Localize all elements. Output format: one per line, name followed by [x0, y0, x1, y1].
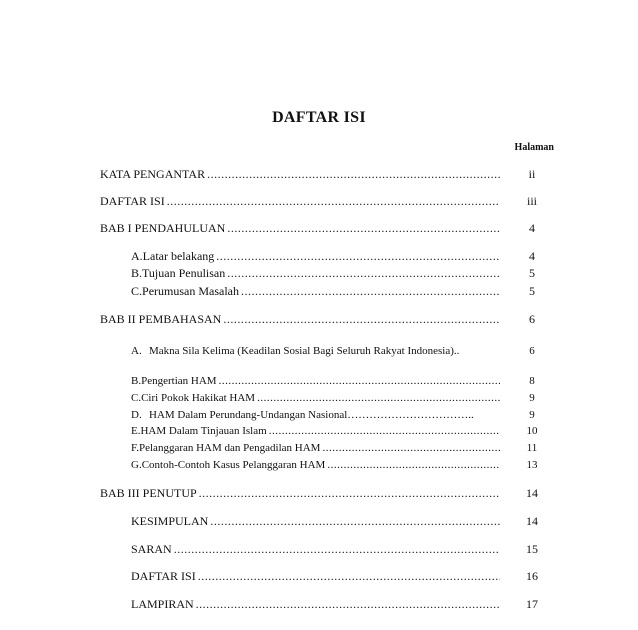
toc-entry-saran [131, 542, 562, 556]
dot-leader [241, 284, 500, 298]
toc-entry-latar-belakang [131, 249, 562, 263]
toc-entry-pengertian-ham [131, 374, 562, 388]
dot-leader [199, 486, 500, 500]
toc-entry-page-number: 6 [529, 312, 535, 326]
toc-entry-perumusan-masalah [131, 284, 562, 298]
toc-entry-label: Tujuan Penulisan [142, 266, 226, 280]
toc-entry-marker: A. [131, 249, 143, 263]
toc-entry-page-number: 4 [529, 221, 535, 235]
dot-leader [227, 221, 500, 235]
dot-leader [216, 249, 500, 263]
dot-leader [322, 441, 500, 455]
toc-entry-label: BAB I PENDAHULUAN [100, 221, 226, 235]
toc-entry-label: SARAN [131, 542, 172, 556]
toc-entry-tujuan-penulisan [131, 266, 562, 280]
toc-entry-lampiran [131, 597, 562, 611]
toc-entry-page-number: 9 [529, 392, 535, 404]
toc-entry-label: Contoh-Contoh Kasus Pelanggaran HAM [141, 459, 326, 471]
toc-entry-pelanggaran-ham [131, 441, 562, 455]
toc-entry-page-number: 15 [526, 542, 538, 556]
toc-entry-bab-3 [100, 486, 562, 500]
toc-entry-label: Latar belakang [142, 249, 215, 263]
toc-entry-marker: G. [131, 459, 142, 471]
dot-leader [327, 458, 500, 472]
toc-entry-label: HAM Dalam Perundang-Undangan Nasional…………………………….. [149, 409, 474, 421]
dot-leader [257, 391, 500, 405]
page-column-label: Halaman [514, 142, 554, 153]
toc-entry-kesimpulan [131, 514, 562, 528]
toc-entry-page-number: 9 [529, 409, 535, 421]
toc-entry-page-number: 5 [529, 284, 535, 298]
toc-entry-page-number: 5 [529, 266, 535, 280]
toc-entry-page-number: 8 [529, 375, 535, 387]
toc-entry-label: HAM Dalam Tinjauan Islam [140, 425, 267, 437]
dot-leader [269, 424, 500, 438]
dot-leader [174, 542, 500, 556]
toc-entry-marker: A. [131, 345, 142, 357]
toc-entry-daftar-isi-2 [131, 569, 562, 583]
toc-entry-page-number: 14 [526, 486, 538, 500]
dot-leader [196, 597, 500, 611]
toc-entry-label: BAB II PEMBAHASAN [100, 312, 222, 326]
toc-entry-page-number: 16 [526, 569, 538, 583]
toc-entry-page-number: 11 [526, 442, 538, 454]
document-title: DAFTAR ISI [272, 109, 366, 126]
toc-entry-label: Pengertian HAM [141, 375, 217, 387]
toc-entry-label: LAMPIRAN [131, 597, 194, 611]
toc-entry-page-number: 14 [526, 514, 538, 528]
toc-entry-makna-sila-kelima [131, 344, 562, 358]
toc-entry-page-number: 6 [529, 345, 535, 357]
toc-entry-label: KESIMPULAN [131, 514, 209, 528]
toc-entry-page-number: 17 [526, 597, 538, 611]
toc-entry-label: Pelanggaran HAM dan Pengadilan HAM [139, 442, 321, 454]
dot-leader [210, 514, 500, 528]
toc-entry-label: KATA PENGANTAR [100, 167, 206, 181]
dot-leader [198, 569, 500, 583]
toc-entry-contoh-kasus [131, 458, 562, 472]
toc-entry-ciri-pokok-hakikat-ham [131, 391, 562, 405]
toc-entry-label: Perumusan Masalah [142, 284, 239, 298]
toc-entry-marker: C. [131, 392, 142, 404]
toc-entry-marker: F. [131, 442, 139, 454]
toc-entry-page-number: 10 [526, 425, 538, 437]
toc-entry-page-number: 4 [529, 249, 535, 263]
dot-leader [227, 266, 500, 280]
toc-entry-kata-pengantar [100, 167, 562, 181]
dot-leader [207, 167, 500, 181]
toc-entry-marker: D. [131, 409, 142, 421]
toc-entry-bab-1 [100, 221, 562, 235]
toc-entry-marker: B. [131, 375, 142, 387]
toc-entry-page-number: iii [526, 194, 537, 208]
toc-entry-bab-2 [100, 312, 562, 326]
toc-entry-page-number: ii [528, 167, 536, 181]
dot-leader [219, 374, 500, 388]
toc-entry-ham-perundang-undangan [131, 408, 562, 422]
toc-entry-ham-tinjauan-islam [131, 424, 562, 438]
toc-entry-page-number: 13 [526, 459, 538, 471]
toc-entry-marker: E. [131, 425, 141, 437]
toc-entry-label: Ciri Pokok Hakikat HAM [141, 392, 256, 404]
toc-entry-marker: C. [131, 284, 143, 298]
toc-entry-label: BAB III PENUTUP [100, 486, 197, 500]
dot-leader [167, 194, 500, 208]
dot-leader [223, 312, 500, 326]
toc-entry-label: Makna Sila Kelima (Keadilan Sosial Bagi Seluruh Rakyat Indonesia).. [149, 345, 460, 357]
toc-entry-label: DAFTAR ISI [100, 194, 165, 208]
toc-entry-marker: B. [131, 266, 143, 280]
toc-entry-daftar-isi [100, 194, 562, 208]
toc-entry-label: DAFTAR ISI [131, 569, 196, 583]
